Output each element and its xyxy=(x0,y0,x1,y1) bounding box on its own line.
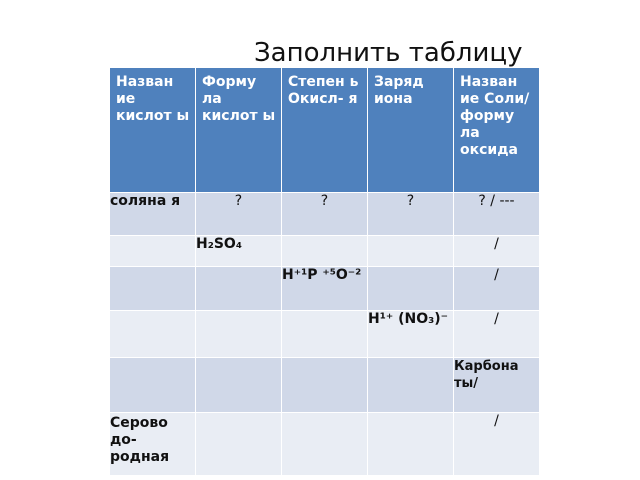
table-row xyxy=(110,311,540,358)
table-row xyxy=(110,236,540,267)
cell-acid-name[interactable] xyxy=(110,267,196,311)
header-acid-name: Назван ие кислот ы xyxy=(110,68,196,193)
cell-oxidation[interactable] xyxy=(282,236,368,267)
cell-formula[interactable] xyxy=(196,358,282,413)
table-row xyxy=(110,358,540,413)
cell-acid-name[interactable] xyxy=(110,236,196,267)
cell-oxidation[interactable]: H⁺¹P ⁺⁵O⁻² xyxy=(282,267,368,311)
cell-acid-name[interactable] xyxy=(110,358,196,413)
page-title: Заполнить таблицу xyxy=(254,38,523,68)
assignment-table xyxy=(109,67,540,476)
header-ion-charge: Заряд иона xyxy=(368,68,454,193)
cell-charge[interactable]: H¹⁺ (NO₃)⁻ xyxy=(368,311,454,358)
cell-charge[interactable] xyxy=(368,358,454,413)
cell-charge[interactable] xyxy=(368,267,454,311)
cell-acid-name[interactable] xyxy=(110,311,196,358)
cell-formula[interactable]: ? xyxy=(196,193,282,236)
cell-salt[interactable]: / xyxy=(454,267,540,311)
cell-charge[interactable] xyxy=(368,413,454,476)
cell-oxidation[interactable] xyxy=(282,358,368,413)
table-row xyxy=(110,267,540,311)
cell-formula[interactable]: H₂SO₄ xyxy=(196,236,282,267)
header-row xyxy=(110,68,540,193)
cell-oxidation[interactable] xyxy=(282,413,368,476)
cell-salt[interactable]: ? / --- xyxy=(454,193,540,236)
header-salt-oxide: Назван ие Соли/ форму ла оксида xyxy=(454,68,540,193)
cell-formula[interactable] xyxy=(196,311,282,358)
table-row xyxy=(110,193,540,236)
cell-salt[interactable]: Карбона ты/ xyxy=(454,358,540,413)
cell-oxidation[interactable] xyxy=(282,311,368,358)
header-acid-formula: Форму ла кислот ы xyxy=(196,68,282,193)
header-oxidation-state: Степен ь Окисл- я xyxy=(282,68,368,193)
table-row xyxy=(110,413,540,476)
cell-formula[interactable] xyxy=(196,413,282,476)
cell-formula[interactable] xyxy=(196,267,282,311)
cell-charge[interactable]: ? xyxy=(368,193,454,236)
cell-salt[interactable]: / xyxy=(454,413,540,476)
cell-oxidation[interactable]: ? xyxy=(282,193,368,236)
cell-salt[interactable]: / xyxy=(454,311,540,358)
cell-charge[interactable] xyxy=(368,236,454,267)
cell-acid-name[interactable]: Серово до- родная xyxy=(110,413,196,476)
cell-acid-name[interactable]: соляна я xyxy=(110,193,196,236)
cell-salt[interactable]: / xyxy=(454,236,540,267)
